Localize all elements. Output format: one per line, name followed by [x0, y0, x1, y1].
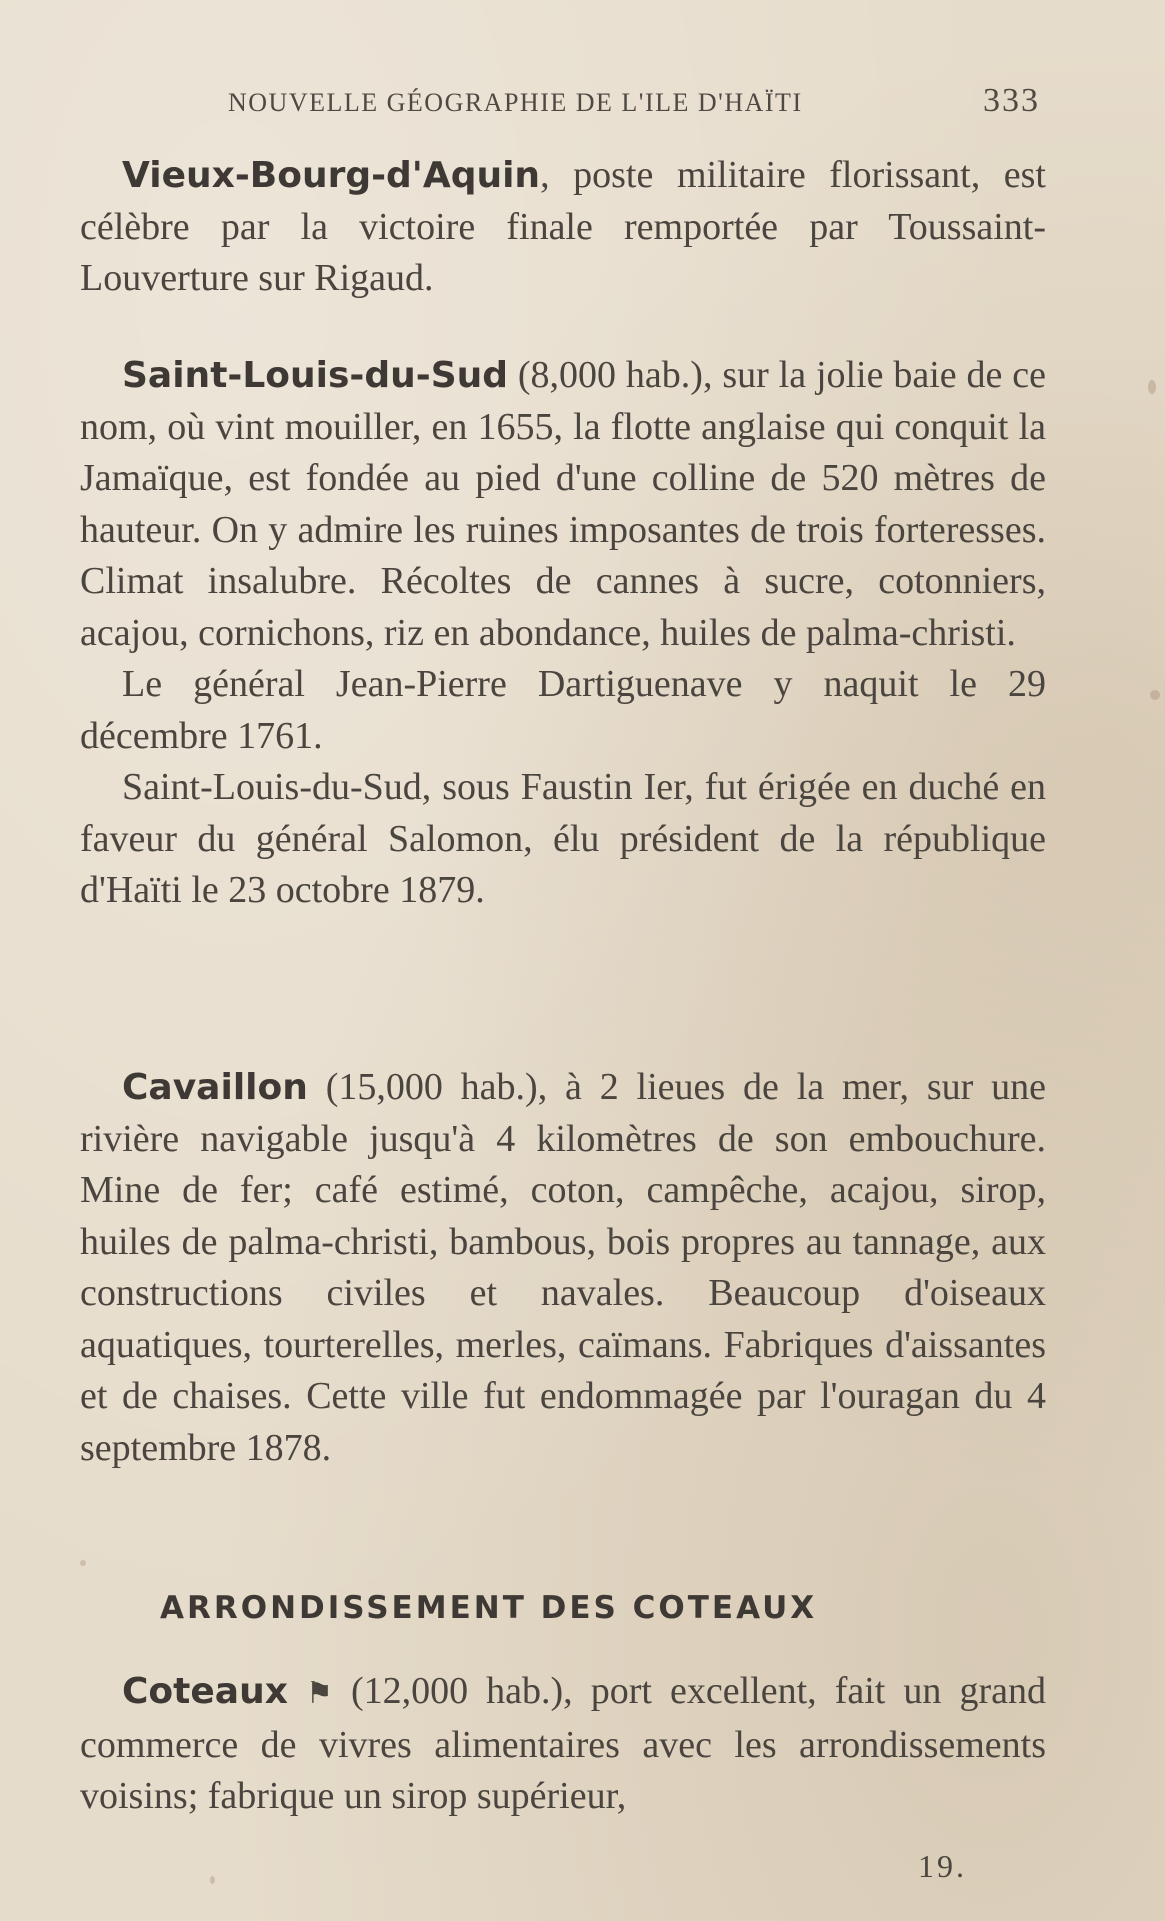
paper-stain — [1150, 690, 1160, 700]
paragraph: Saint-Louis-du-Sud, sous Faustin Ier, fut érigée en duché en faveur du général Salomon, élu président de la république d'Haïti le 23 octobre 1879. — [80, 766, 1046, 911]
port-symbol-icon: ⚑ — [305, 1677, 333, 1710]
place-name: Coteaux — [122, 1671, 288, 1712]
entry-coteaux — [80, 1666, 1046, 1823]
entry-text: , poste militaire florissant, est célèbre par la victoire finale remportée par Toussaint-Louverture sur Rigaud. — [80, 154, 1046, 299]
page-number: 333 — [983, 82, 1040, 119]
paper-stain — [210, 1876, 215, 1884]
place-name: Cavaillon — [122, 1067, 308, 1108]
place-name: Saint-Louis-du-Sud — [122, 355, 509, 396]
paper-stain — [80, 1560, 86, 1566]
running-title: NOUVELLE GÉOGRAPHIE DE L'ILE D'HAÏTI — [228, 88, 803, 117]
entry-text: (8,000 hab.), sur la jolie baie de ce nom, où vint mouiller, en 1655, la flotte anglaise qui conquit la Jamaïque, est fondée au pied d'une colline de 520 mètres de hauteur. On y admire les ruines imposantes de trois forteresses. Climat insalubre. Récoltes de cannes à sucre, cotonniers, acajou, cornichons, riz en abondance, huiles de palma-christi. — [80, 354, 1046, 654]
paragraph — [80, 350, 1046, 659]
entry-saint-louis — [80, 350, 1046, 917]
paragraph — [80, 150, 1046, 305]
paper-stain — [1148, 380, 1156, 394]
paragraph — [80, 1666, 1046, 1823]
entry-text: (15,000 hab.), à 2 lieues de la mer, sur une rivière navigable jusqu'à 4 kilomètres de son embouchure. Mine de fer; café estimé, coton, campêche, acajou, sirop, huiles de palma-christi, bambous, bois propres au tannage, aux constructions civiles et navales. Beaucoup d'oiseaux aquatiques, tourterelles, merles, caïmans. Fabriques d'aissantes et de chaises. Cette ville fut endommagée par l'ouragan du 4 septembre 1878. — [80, 1066, 1046, 1469]
paragraph: Le général Jean-Pierre Dartiguenave y naquit le 29 décembre 1761. — [80, 663, 1046, 757]
paragraph — [80, 1062, 1046, 1474]
page-header — [228, 82, 1040, 120]
entry-text: (12,000 hab.), port excellent, fait un grand commerce de vivres alimentaires avec les arrondissements voisins; fabrique un sirop supérieur, — [80, 1670, 1046, 1817]
signature-mark: 19. — [918, 1848, 967, 1884]
entry-vieux-bourg — [80, 150, 1046, 305]
place-name: Vieux-Bourg-d'Aquin — [122, 155, 541, 196]
section-heading: ARRONDISSEMENT DES COTEAUX — [160, 1590, 818, 1626]
entry-cavaillon — [80, 1062, 1046, 1474]
